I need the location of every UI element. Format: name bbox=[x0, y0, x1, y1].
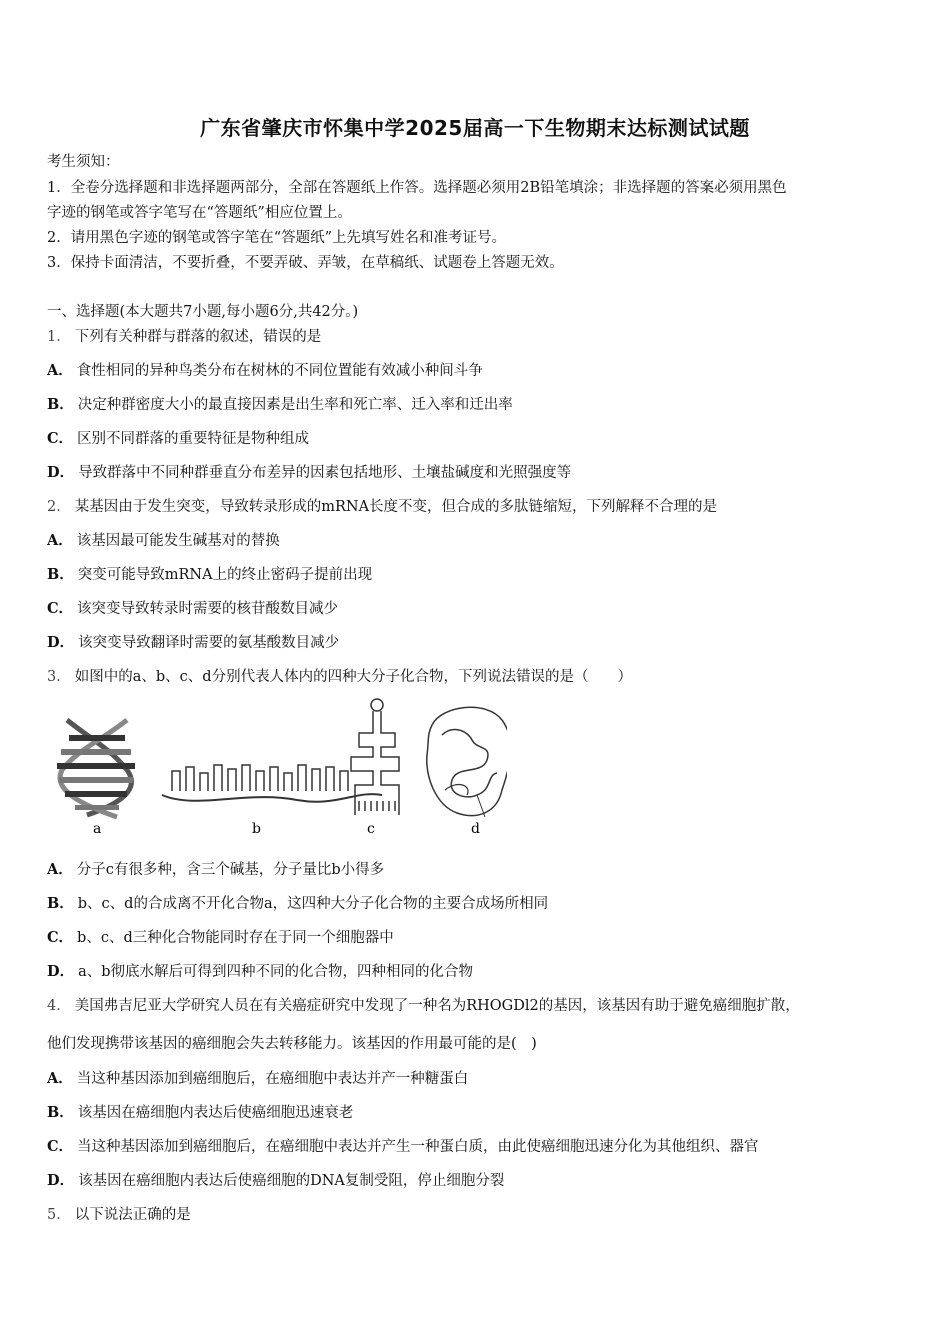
option-label: C． bbox=[47, 1138, 74, 1155]
option-label: D． bbox=[47, 1172, 75, 1189]
option-label: B． bbox=[47, 1104, 74, 1121]
question-1-option-d bbox=[47, 463, 907, 483]
option-text: 决定种群密度大小的最直接因素是出生率和死亡率、迁入率和迁出率 bbox=[77, 397, 513, 413]
macromolecule-diagram bbox=[47, 695, 507, 840]
figure-label-b: b bbox=[252, 821, 261, 837]
option-text: 导致群落中不同种群垂直分布差异的因素包括地形、土壤盐碱度和光照强度等 bbox=[78, 465, 572, 481]
option-label: A． bbox=[47, 532, 73, 549]
option-text: 突变可能导致mRNA上的终止密码子提前出现 bbox=[77, 567, 373, 583]
option-text: 该突变导致转录时需要的核苷酸数目减少 bbox=[77, 601, 339, 617]
dna-helix-drawing bbox=[57, 720, 135, 817]
question-text: 下列有关种群与群落的叙述，错误的是 bbox=[74, 329, 322, 345]
question-4-stem bbox=[47, 996, 907, 1016]
question-2-option-d bbox=[47, 633, 907, 653]
question-number: 2． bbox=[47, 499, 71, 515]
option-text: 该基因最可能发生碱基对的替换 bbox=[76, 533, 280, 549]
question-2-stem bbox=[47, 497, 907, 517]
question-4-stem-continued: 他们发现携带该基因的癌细胞会失去转移能力。该基因的作用最可能的是( ) bbox=[47, 1036, 537, 1052]
mrna-strand-drawing bbox=[162, 765, 382, 802]
option-text: 区别不同群落的重要特征是物种组成 bbox=[77, 431, 310, 447]
question-3-option-d bbox=[47, 962, 907, 982]
question-1-option-c bbox=[47, 429, 907, 449]
option-label: A． bbox=[47, 861, 73, 878]
macromolecule-figure bbox=[47, 695, 507, 840]
option-text: 分子c有很多种，含三个碱基，分子量比b小得多 bbox=[76, 862, 385, 878]
option-label: C． bbox=[47, 430, 74, 447]
trna-drawing bbox=[351, 699, 399, 815]
question-2-option-b bbox=[47, 565, 907, 585]
question-number: 1． bbox=[47, 329, 71, 345]
option-label: D． bbox=[47, 464, 75, 481]
notice-heading: 考生须知： bbox=[47, 154, 120, 170]
question-1-option-b bbox=[47, 395, 907, 415]
option-label: C． bbox=[47, 929, 74, 946]
option-label: A． bbox=[47, 1070, 73, 1087]
option-text: 当这种基因添加到癌细胞后，在癌细胞中表达并产生一种蛋白质，由此使癌细胞迅速分化为其他组织、器官 bbox=[77, 1139, 759, 1155]
question-3-option-c bbox=[47, 928, 907, 948]
question-3-stem bbox=[47, 667, 907, 687]
question-2-option-a bbox=[47, 531, 907, 551]
option-text: b、c、d的合成离不开化合物a，这四种大分子化合物的主要合成场所相同 bbox=[77, 896, 549, 912]
notice-item: 字迹的钢笔或答字笔写在“答题纸”相应位置上。 bbox=[47, 205, 352, 221]
question-4-option-a bbox=[47, 1069, 907, 1089]
section-heading: 一、选择题(本大题共7小题,每小题6分,共42分。) bbox=[47, 304, 359, 320]
question-text: 某基因由于发生突变，导致转录形成的mRNA长度不变，但合成的多肽链缩短，下列解释不合理的是 bbox=[74, 499, 718, 515]
question-4-option-d bbox=[47, 1171, 907, 1191]
option-label: B． bbox=[47, 895, 74, 912]
question-4-option-b bbox=[47, 1103, 907, 1123]
option-label: A． bbox=[47, 362, 73, 379]
question-text: 如图中的a、b、c、d分别代表人体内的四种大分子化合物，下列说法错误的是（ ） bbox=[74, 669, 633, 685]
option-text: b、c、d三种化合物能同时存在于同一个细胞器中 bbox=[77, 930, 394, 946]
figure-label-a: a bbox=[93, 821, 102, 837]
option-label: C． bbox=[47, 600, 74, 617]
figure-label-d: d bbox=[471, 821, 480, 837]
protein-drawing bbox=[427, 707, 507, 817]
question-3-option-b bbox=[47, 894, 907, 914]
option-label: D． bbox=[47, 963, 75, 980]
question-text: 以下说法正确的是 bbox=[74, 1207, 191, 1223]
option-text: 该突变导致翻译时需要的氨基酸数目减少 bbox=[78, 635, 340, 651]
option-text: 当这种基因添加到癌细胞后，在癌细胞中表达并产一种糖蛋白 bbox=[76, 1071, 469, 1087]
question-5-stem bbox=[47, 1205, 907, 1225]
question-3-option-a bbox=[47, 860, 907, 880]
option-text: 食性相同的异种鸟类分布在树林的不同位置能有效减小种间斗争 bbox=[76, 363, 483, 379]
question-number: 4． bbox=[47, 998, 71, 1014]
question-1-option-a bbox=[47, 361, 907, 381]
question-4-option-c bbox=[47, 1137, 907, 1157]
question-number: 3． bbox=[47, 669, 71, 685]
notice-item: 3．保持卡面清洁，不要折叠，不要弄破、弄皱，在草稿纸、试题卷上答题无效。 bbox=[47, 255, 564, 271]
notice-item: 1．全卷分选择题和非选择题两部分，全部在答题纸上作答。选择题必须用2B铅笔填涂；非选择题的答案必须用黑色 bbox=[47, 180, 787, 196]
option-text: a、b彻底水解后可得到四种不同的化合物，四种相同的化合物 bbox=[78, 964, 474, 980]
option-label: B． bbox=[47, 566, 74, 583]
figure-label-c: c bbox=[367, 821, 375, 837]
question-2-option-c bbox=[47, 599, 907, 619]
question-text: 美国弗吉尼亚大学研究人员在有关癌症研究中发现了一种名为RHOGDl2的基因，该基因有助于避免癌细胞扩散， bbox=[74, 998, 800, 1014]
option-label: B． bbox=[47, 396, 74, 413]
question-1-stem bbox=[47, 327, 907, 347]
notice-item: 2．请用黑色字迹的钢笔或答字笔在“答题纸”上先填写姓名和准考证号。 bbox=[47, 230, 507, 246]
option-text: 该基因在癌细胞内表达后使癌细胞的DNA复制受阻，停止细胞分裂 bbox=[78, 1173, 505, 1189]
option-label: D． bbox=[47, 634, 75, 651]
option-text: 该基因在癌细胞内表达后使癌细胞迅速衰老 bbox=[77, 1105, 354, 1121]
question-number: 5． bbox=[47, 1207, 71, 1223]
page-title: 广东省肇庆市怀集中学2025届高一下生物期末达标测试试题 bbox=[200, 116, 750, 140]
